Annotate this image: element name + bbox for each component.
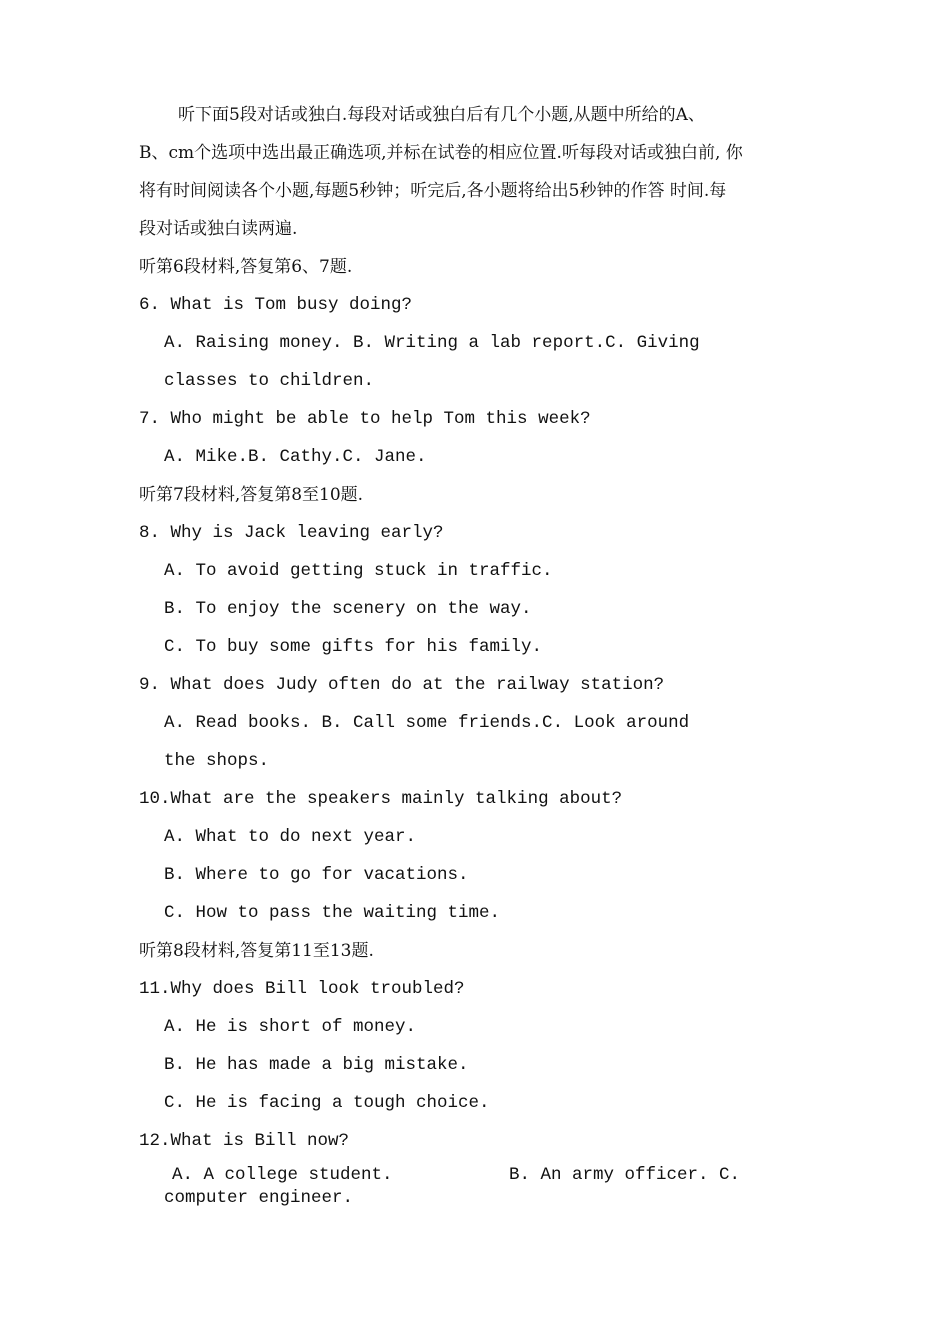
question-9-options-line-2: the shops.: [164, 751, 270, 771]
question-8-option-c: C. To buy some gifts for his family.: [164, 637, 543, 657]
question-11-option-a: A. He is short of money.: [164, 1017, 417, 1037]
section-header-7: 听第7段材料,答复第8至10题.: [139, 485, 364, 505]
section-header-8: 听第8段材料,答复第11至13题.: [139, 941, 374, 961]
question-stem-10: 10.What are the speakers mainly talking about?: [139, 789, 623, 809]
question-12-option-b: B. An army officer. C.: [509, 1165, 741, 1185]
question-12-option-a: A. A college student.: [172, 1165, 393, 1185]
question-10-option-c: C. How to pass the waiting time.: [164, 903, 501, 923]
intro-line-2: B、cm个选项中选出最正确选项,并标在试卷的相应位置.听每段对话或独白前, 你: [139, 143, 743, 163]
intro-line-3: 将有时间阅读各个小题,每题5秒钟；听完后,各小题将给出5秒钟的作答 时间.每: [139, 181, 727, 201]
question-8-option-b: B. To enjoy the scenery on the way.: [164, 599, 532, 619]
question-stem-11: 11.Why does Bill look troubled?: [139, 979, 465, 999]
question-10-option-b: B. Where to go for vacations.: [164, 865, 469, 885]
intro-line-1: 听下面5段对话或独白.每段对话或独白后有几个小题,从题中所给的A、: [178, 105, 705, 125]
question-10-option-a: A. What to do next year.: [164, 827, 417, 847]
question-stem-7: 7. Who might be able to help Tom this week?: [139, 409, 591, 429]
question-stem-8: 8. Why is Jack leaving early?: [139, 523, 444, 543]
question-12-option-c-continued: computer engineer.: [164, 1188, 354, 1208]
question-9-options-line-1: A. Read books. B. Call some friends.C. Look around: [164, 713, 690, 733]
intro-line-4: 段对话或独白读两遍.: [139, 219, 298, 239]
question-6-options-line-2: classes to children.: [164, 371, 375, 391]
question-stem-9: 9. What does Judy often do at the railway station?: [139, 675, 665, 695]
question-11-option-c: C. He is facing a tough choice.: [164, 1093, 490, 1113]
question-stem-6: 6. What is Tom busy doing?: [139, 295, 413, 315]
section-header-6: 听第6段材料,答复第6、7题.: [139, 257, 353, 277]
question-8-option-a: A. To avoid getting stuck in traffic.: [164, 561, 553, 581]
question-7-options: A. Mike.B. Cathy.C. Jane.: [164, 447, 427, 467]
question-stem-12: 12.What is Bill now?: [139, 1131, 350, 1151]
question-11-option-b: B. He has made a big mistake.: [164, 1055, 469, 1075]
question-6-options-line-1: A. Raising money. B. Writing a lab report.C. Giving: [164, 333, 700, 353]
